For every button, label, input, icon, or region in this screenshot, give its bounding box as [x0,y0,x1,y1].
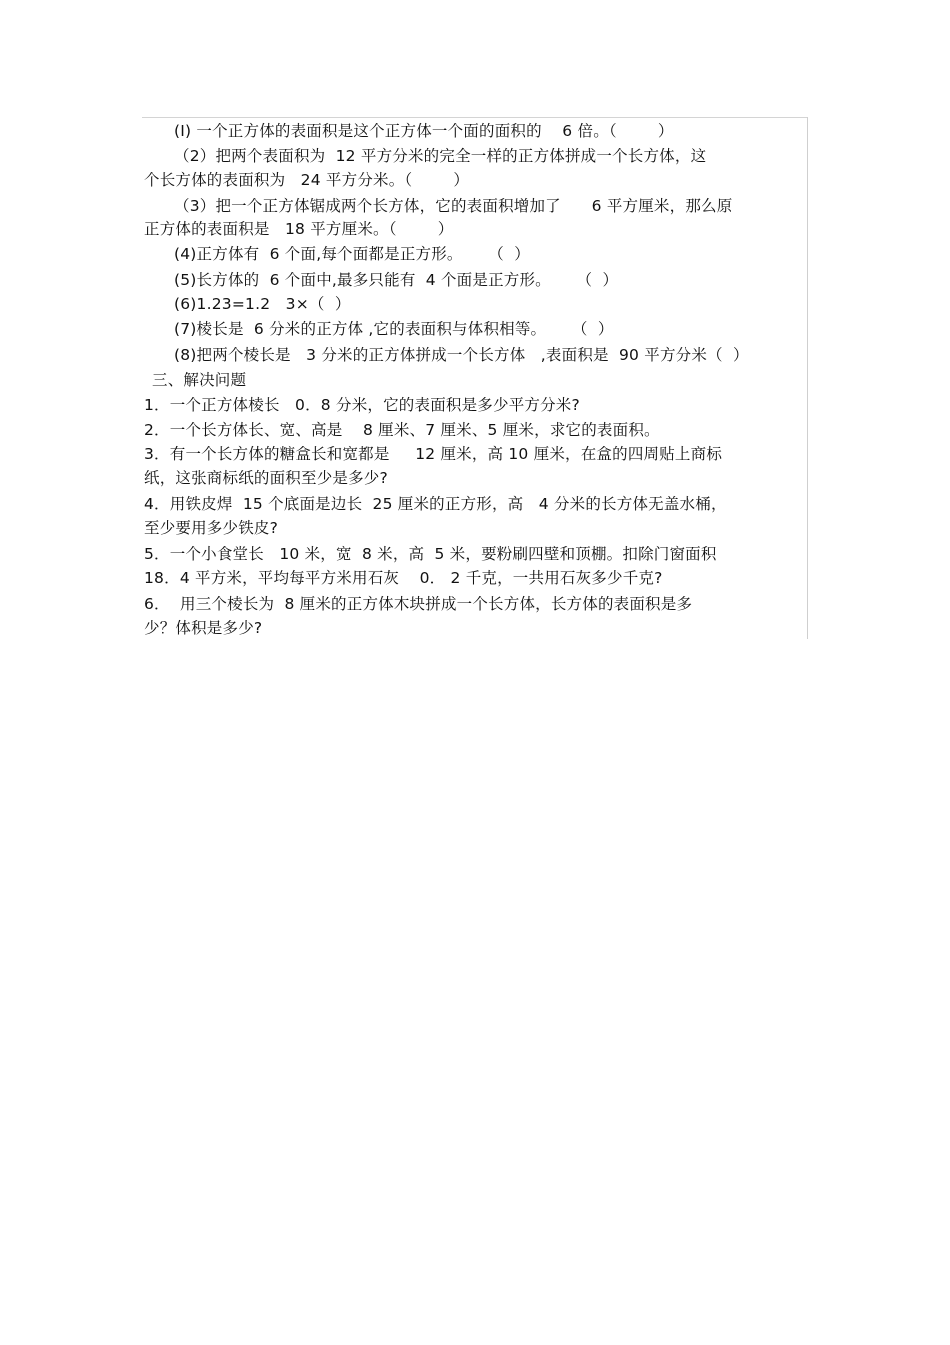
judgement-item-3-line-2: 正方体的表面积是 18 平方厘米。（ ） [144,220,454,238]
problem-6-line-2: 少？体积是多少? [144,619,263,637]
frame-top-border [142,117,808,118]
judgement-item-1: (Ⅰ) 一个正方体的表面积是这个正方体一个面的面积的 6 倍。（ ） [174,122,674,140]
judgement-item-7: (7)棱长是 6 分米的正方体 ,它的表面积与体积相等。 （ ） [174,320,614,338]
judgement-item-5: (5)长方体的 6 个面中,最多只能有 4 个面是正方形。 （ ） [174,271,619,289]
judgement-item-8: (8)把两个棱长是 3 分米的正方体拼成一个长方体 ,表面积是 90 平方分米（ ） [174,346,749,364]
judgement-item-4: (4)正方体有 6 个面,每个面都是正方形。 （ ） [174,245,530,263]
problem-4-line-1: 4．用铁皮焊 15 个底面是边长 25 厘米的正方形，高 4 分米的长方体无盖水桶， [144,495,727,513]
problem-3-line-2: 纸，这张商标纸的面积至少是多少? [144,469,388,487]
problem-3-line-1: 3．有一个长方体的糖盒长和宽都是 12 厘米，高 10 厘米，在盒的四周贴上商标 [144,445,723,463]
problem-6-line-1: 6． 用三个棱长为 8 厘米的正方体木块拼成一个长方体，长方体的表面积是多 [144,595,693,613]
judgement-item-2-line-1: （2）把两个表面积为 12 平方分米的完全一样的正方体拼成一个长方体，这 [174,147,707,165]
section-heading: 三、解决问题 [152,371,247,389]
judgement-item-6: (6)1.23=1.2 3×（ ） [174,295,351,313]
judgement-item-2-line-2: 个长方体的表面积为 24 平方分米。（ ） [144,171,470,189]
problem-1: 1．一个正方体棱长 0．8 分米，它的表面积是多少平方分米? [144,396,580,414]
problem-5-line-1: 5．一个小食堂长 10 米，宽 8 米，高 5 米，要粉刷四壁和顶棚。扣除门窗面积 [144,545,717,563]
problem-5-line-2: 18．4 平方米，平均每平方米用石灰 0． 2 千克，一共用石灰多少千克? [144,569,663,587]
problem-4-line-2: 至少要用多少铁皮? [144,519,279,537]
frame-right-border [807,117,808,639]
problem-2: 2．一个长方体长、宽、高是 8 厘米、7 厘米、5 厘米，求它的表面积。 [144,421,660,439]
judgement-item-3-line-1: （3）把一个正方体锯成两个长方体，它的表面积增加了 6 平方厘米，那么原 [174,197,733,215]
